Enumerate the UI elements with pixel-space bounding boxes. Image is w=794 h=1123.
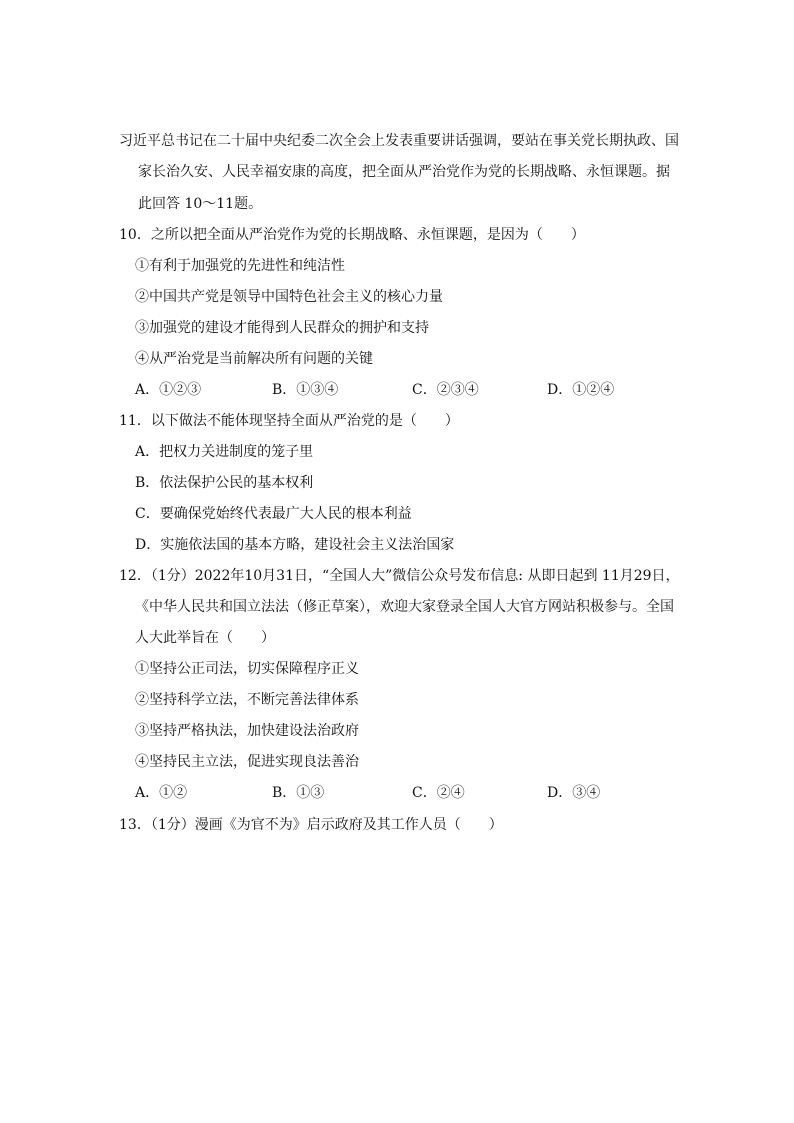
material-line-2: 家长治久安、人民幸福安康的高度，把全面从严治党作为党的长期战略、永恒课题。据 (138, 164, 670, 180)
question-11-option-d: D．实施依法国的基本方略，建设社会主义法治国家 (135, 537, 455, 553)
question-10-item-3: ③加强党的建设才能得到人民群众的拥护和支持 (135, 320, 429, 336)
question-12-option-c: C．②④ (412, 785, 465, 801)
question-13-stem: 13．（1分）漫画《为官不为》启示政府及其工作人员（ ） (119, 817, 503, 833)
question-10-option-d: D．①②④ (547, 382, 615, 398)
question-12-item-4: ④坚持民主立法，促进实现良法善治 (135, 754, 359, 770)
question-11-stem: 11．以下做法不能体现坚持全面从严治党的是（ ） (119, 413, 459, 429)
question-12-item-2: ②坚持科学立法，不断完善法律体系 (135, 692, 359, 708)
question-12-option-d: D．③④ (547, 785, 601, 801)
question-10-option-b: B．①③④ (272, 382, 339, 398)
question-10-item-4: ④从严治党是当前解决所有问题的关键 (135, 351, 373, 367)
question-10-item-1: ①有利于加强党的先进性和纯洁性 (135, 258, 345, 274)
question-11-option-c: C．要确保党始终代表最广大人民的根本利益 (135, 506, 412, 522)
question-12-line-2: 《中华人民共和国立法法（修正草案），欢迎大家登录全国人大官方网站积极参与。全国 (135, 599, 674, 615)
question-12-item-3: ③坚持严格执法，加快建设法治政府 (135, 723, 359, 739)
question-12-option-a: A．①② (135, 785, 188, 801)
question-10-item-2: ②中国共产党是领导中国特色社会主义的核心力量 (135, 289, 443, 305)
question-11-option-a: A．把权力关进制度的笼子里 (135, 444, 314, 460)
question-11-option-b: B．依法保护公民的基本权利 (135, 475, 314, 491)
question-10-option-a: A．①②③ (135, 382, 202, 398)
question-10-option-c: C．②③④ (412, 382, 479, 398)
question-12-line-1: 12．（1分）2022年10月31日，“全国人大”微信公众号发布信息: 从即日起到 11月29日， (119, 568, 680, 584)
material-line-1: 习近平总书记在二十届中央纪委二次全会上发表重要讲话强调，要站在事关党长期执政、国 (119, 133, 679, 149)
question-12-line-3: 人大此举旨在（ ） (135, 630, 275, 646)
question-12-option-b: B．①③ (272, 785, 325, 801)
material-line-3: 此回答 10～11题。 (138, 196, 263, 212)
question-12-item-1: ①坚持公正司法，切实保障程序正义 (135, 661, 359, 677)
question-10-stem: 10．之所以把全面从严治党作为党的长期战略、永恒课题，是因为（ ） (119, 227, 585, 243)
